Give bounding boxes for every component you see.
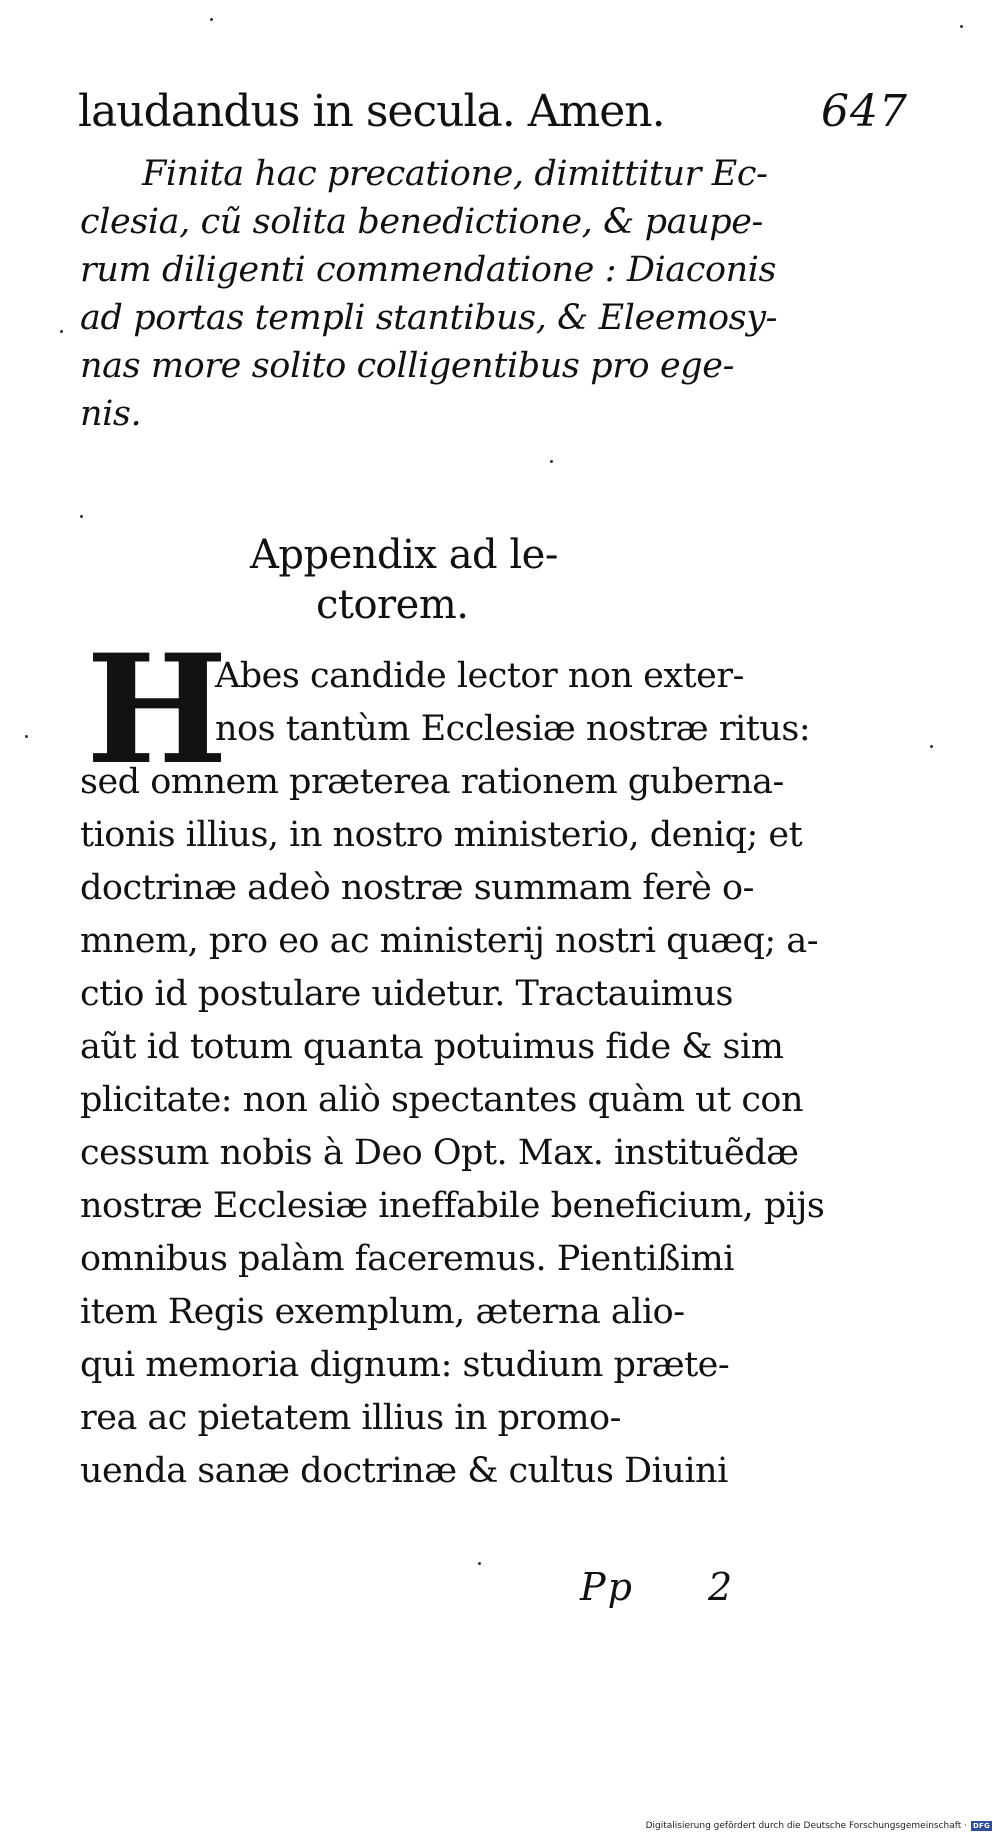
body-line: uenda sanæ doctrinæ & cultus Diuini: [80, 1451, 728, 1491]
print-speck: [930, 745, 933, 748]
body-line: sed omnem præterea rationem guberna-: [80, 762, 784, 802]
body-line: mnem, pro eo ac ministerij nostri quæq; a-: [80, 921, 819, 961]
body-line: item Regis exemplum, æterna alio-: [80, 1292, 685, 1332]
body-line: aũt id totum quanta potuimus fide & sim: [80, 1027, 784, 1067]
running-head-text: laudandus in secula. Amen.: [78, 86, 665, 137]
catchwords: [580, 1565, 734, 1609]
rubric-line: Finita hac precatione, dimittitur Ec-: [142, 154, 768, 194]
print-speck: [80, 515, 83, 518]
page-number: 647: [821, 86, 908, 137]
body-line: ctio id postulare uidetur. Tractauimus: [80, 974, 733, 1014]
heading-line: Appendix ad le-: [250, 532, 558, 578]
rubric-line: nis.: [80, 394, 142, 434]
body-line: Abes candide lector non exter-: [215, 656, 744, 696]
drop-cap-initial: H: [86, 622, 224, 798]
appendix-heading: [250, 530, 670, 630]
dfg-logo: DFG: [973, 1822, 990, 1830]
rubric-line: nas more solito colligentibus pro ege-: [80, 346, 735, 386]
credit-text: Digitalisierung gefördert durch die Deutsche Forschungsgemeinschaft ·: [645, 1821, 968, 1831]
print-speck: [550, 460, 553, 463]
print-speck: [25, 735, 28, 738]
signature-mark: 2: [708, 1565, 735, 1609]
print-speck: [960, 25, 963, 28]
closing-rubric: [80, 150, 820, 438]
body-line: omnibus palàm faceremus. Pientißimi: [80, 1239, 734, 1279]
rubric-line: ad portas templi stantibus, & Eleemosy-: [80, 298, 778, 338]
body-line: tionis illius, in nostro ministerio, deniq; et: [80, 815, 803, 855]
heading-line: ctorem.: [316, 582, 469, 628]
body-line: cessum nobis à Deo Opt. Max. instituẽdæ: [80, 1133, 799, 1173]
print-speck: [210, 18, 213, 21]
body-line: qui memoria dignum: studium præte-: [80, 1345, 730, 1385]
running-head: [78, 82, 908, 142]
print-speck: [60, 330, 63, 333]
body-line: doctrinæ adeò nostræ summam ferè o-: [80, 868, 754, 908]
body-line: rea ac pietatem illius in promo-: [80, 1398, 621, 1438]
body-line: nos tantùm Ecclesiæ nostræ ritus:: [215, 709, 811, 749]
rubric-line: rum diligenti commendatione : Diaconis: [80, 250, 777, 290]
print-speck: [478, 1562, 481, 1565]
body-line: plicitate: non aliò spectantes quàm ut con: [80, 1080, 804, 1120]
digitization-credit: [646, 1821, 992, 1831]
catchword-mark: Pp: [580, 1565, 634, 1609]
rubric-line: clesia, cũ solita benedictione, & paupe-: [80, 202, 763, 242]
body-line: nostræ Ecclesiæ ineffabile beneficium, pijs: [80, 1186, 825, 1226]
appendix-body: [80, 650, 840, 1498]
